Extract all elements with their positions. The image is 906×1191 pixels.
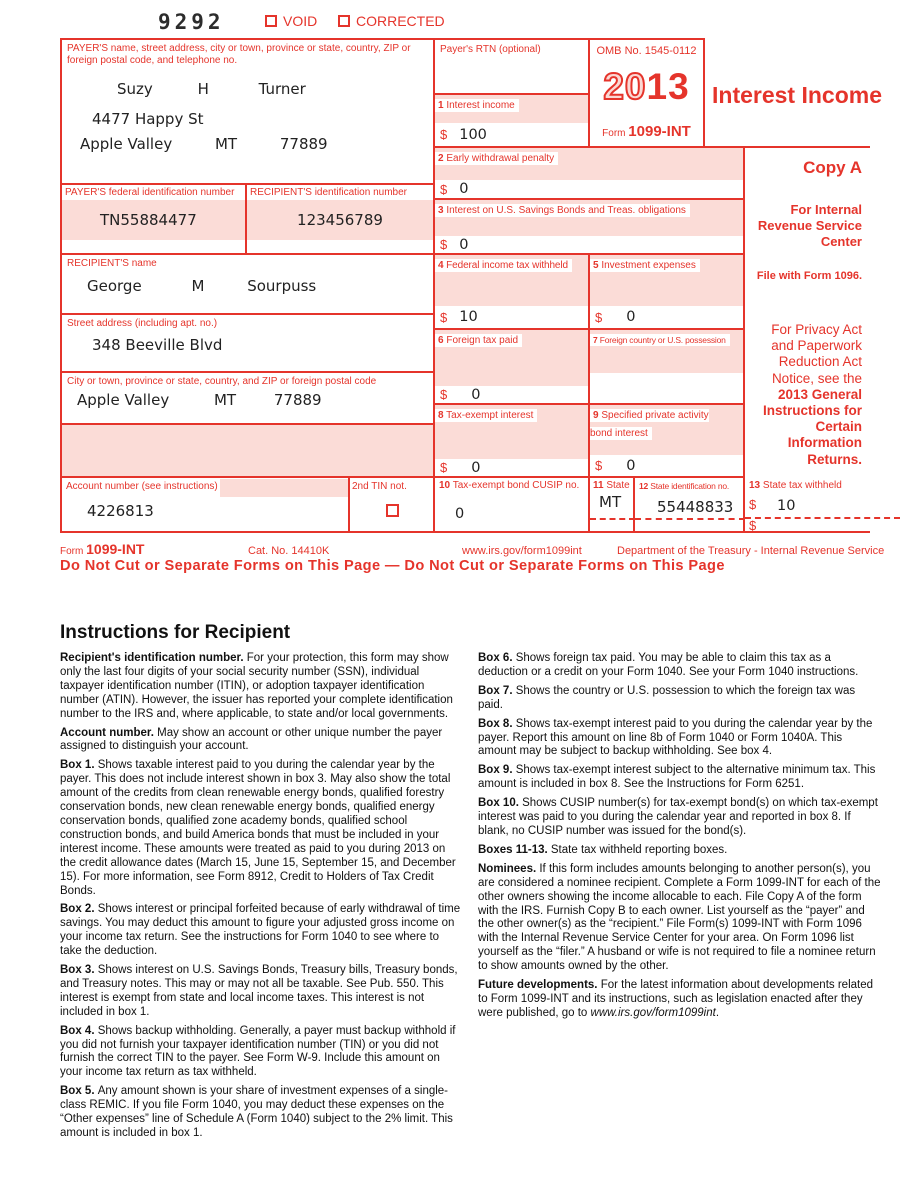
state-id-divider-dash	[635, 518, 745, 520]
payer-federal-id-label: PAYER'S federal identification number	[65, 187, 235, 198]
instruction-paragraph: Box 8. Shows tax-exempt interest paid to you during the calendar year by the payer. Report this amount on line 8b of Form 1040 or Form 1040A. This amount may be subject to backup withholding. See box 4.	[478, 717, 873, 758]
corrected-checkbox-group	[338, 13, 445, 29]
dollar-sign: $	[440, 309, 448, 325]
box1-value[interactable]: 100	[459, 126, 487, 143]
corrected-checkbox[interactable]	[338, 15, 350, 27]
corrected-label: CORRECTED	[356, 13, 445, 29]
recipient-name-label: RECIPIENT'S name	[67, 258, 157, 269]
state-tax-divider-dash	[745, 517, 900, 519]
box13-value[interactable]: 10	[777, 498, 796, 514]
dollar-sign: $	[595, 458, 603, 473]
recipient-street-label: Street address (including apt. no.)	[67, 318, 218, 329]
box2-value[interactable]: 0	[459, 181, 469, 197]
box7-value-area[interactable]	[590, 373, 743, 403]
account-number-box	[60, 478, 350, 533]
form-code: 9292	[158, 10, 225, 34]
void-checkbox[interactable]	[265, 15, 277, 27]
dollar-sign: $	[440, 127, 448, 142]
file-with-label: File with Form 1096.	[756, 270, 862, 282]
instruction-paragraph: Box 3. Shows interest on U.S. Savings Bonds, Treasury bills, Treasury bonds, and Treasury notes. This may or may not all be taxable. See Pub. 550. This interest is exempt from state and local income taxes. This interest is not included in box 1.	[60, 964, 458, 1018]
footer-irs-url: www.irs.gov/form1099int	[462, 545, 582, 557]
tax-year: 2013	[603, 66, 690, 107]
recipient-city-label: City or town, province or state, country, and ZIP or foreign postal code	[67, 376, 377, 387]
recipient-id-label: RECIPIENT'S identification number	[250, 187, 407, 198]
box3-value[interactable]: 0	[459, 236, 469, 253]
box11-value[interactable]: MT	[599, 493, 622, 511]
account-shaded-strip	[220, 479, 348, 497]
instruction-paragraph: Box 7. Shows the country or U.S. possession to which the foreign tax was paid.	[478, 684, 856, 711]
payer-federal-id-value[interactable]: TN55884477	[100, 211, 197, 229]
instruction-paragraph: Boxes 11-13. State tax withheld reporting boxes.	[478, 843, 728, 856]
void-checkbox-group	[265, 13, 317, 29]
blank-shaded-box	[60, 425, 435, 478]
state-divider-dash	[590, 518, 635, 520]
instruction-paragraph: Box 4. Shows backup withholding. Generally, a payer must backup withhold if you did not furnish your taxpayer identification number (TIN) or you did not furnish the correct TIN to the payer. See Form W-9. Include this amount on your income tax return as tax withheld.	[60, 1024, 456, 1079]
instruction-paragraph: Box 10. Shows CUSIP number(s) for tax-exempt bond(s) on which tax-exempt interest was paid to you during the calendar year and reported in box 8. If blank, no CUSIP number was issued for the bond(s).	[478, 797, 878, 837]
recipient-street-value[interactable]: 348 Beeville Blvd	[92, 336, 223, 354]
copy-a-label: Copy A	[803, 158, 862, 177]
payer-rtn-box	[435, 38, 590, 95]
dollar-sign: $	[440, 460, 448, 475]
irs-center-label: For Internal Revenue Service Center	[757, 202, 862, 249]
box9-value[interactable]: 0	[626, 457, 636, 474]
box5-investment-expenses: 5 Investment expenses $ 0	[590, 255, 745, 330]
dollar-sign: $	[595, 309, 603, 325]
payer-label: PAYER'S name, street address, city or town, province or state, country, ZIP or foreign postal code, and telephone no.	[67, 43, 411, 66]
recipient-id-value[interactable]: 123456789	[297, 211, 383, 229]
box1-interest-income: 1 Interest income $ 100	[435, 95, 590, 148]
dollar-sign: $	[749, 497, 757, 512]
void-label: VOID	[283, 13, 318, 29]
footer-treasury-label: Department of the Treasury - Internal Revenue Service	[617, 545, 885, 557]
recipient-name-box	[60, 255, 435, 315]
form-title-box	[705, 38, 882, 148]
second-tin-label: 2nd TIN not.	[352, 481, 407, 492]
payer-rtn-label: Payer's RTN (optional)	[440, 44, 541, 55]
footer-form-number: Form 1099-INT	[60, 541, 145, 557]
account-number-value[interactable]: 4226813	[87, 502, 154, 520]
box3-interest-us-savings-bonds: 3 Interest on U.S. Savings Bonds and Treas. obligations $ 0	[435, 200, 745, 255]
box13-state-tax-withheld: 13 State tax withheld $ 10 $	[745, 478, 870, 533]
dollar-sign: $	[440, 237, 448, 252]
copy-a-column	[745, 148, 870, 478]
form-number-label: Form 1099-INT	[602, 123, 691, 140]
box11-state: 11 State MT	[590, 478, 635, 533]
recipient-city-value[interactable]: Apple Valley MT 77889	[77, 391, 322, 409]
form-title: Interest Income	[712, 82, 882, 108]
recipient-street-box	[60, 315, 435, 373]
recipient-name-value[interactable]: George M Sourpuss	[87, 277, 317, 295]
instruction-paragraph: Box 2. Shows interest or principal forfeited because of early withdrawal of time savings. You may deduct this amount to figure your adjusted gross income on your income tax return. See the instructions for Form 1040 to see where to take the deduction.	[60, 903, 461, 958]
box4-value[interactable]: 10	[459, 309, 478, 325]
footer-catalog-number: Cat. No. 14410K	[248, 545, 330, 557]
box8-tax-exempt-interest: 8 Tax-exempt interest $ 0	[435, 405, 590, 478]
payer-info-box	[60, 38, 435, 185]
omb-year-box	[590, 38, 705, 148]
privacy-act-notice: For Privacy Act and Paperwork Reduction Act Notice, see the 2013 General Instructions for Certain Information Returns.	[762, 322, 862, 467]
account-number-label: Account number (see instructions)	[66, 481, 218, 492]
box12-state-identification-no: 12 State identification no. 55448833	[635, 478, 745, 533]
dollar-sign: $	[749, 518, 757, 533]
dollar-sign: $	[440, 181, 448, 197]
recipient-id-box	[247, 185, 435, 255]
do-not-cut-warning: Do Not Cut or Separate Forms on This Page — Do Not Cut or Separate Forms on This Page	[60, 558, 725, 574]
instruction-paragraph: Future developments. For the latest information about developments related to Form 1099-INT and its instructions, such as legislation enacted after they were published, go to www.irs.gov/form1099int.	[478, 979, 874, 1019]
box10-tax-exempt-bond-cusip: 10 Tax-exempt bond CUSIP no. 0	[435, 478, 590, 533]
box10-value[interactable]: 0	[455, 506, 465, 522]
instructions-column-left	[60, 652, 462, 1146]
instruction-paragraph: Nominees. If this form includes amounts belonging to another person(s), you are considered a nominee recipient. Complete a Form 1099-INT for each of the other owners showing the income allocable to each. File Copy A of the form with the IRS. Furnish Copy B to each owner. List yourself as the “payer” and the other owner(s) as the “recipient.” File Form(s) 1099-INT with Form 1096 with the Internal Revenue Service Center for your area. On Form 1096 list yourself as the “filer.” A husband or wife is not required to file a nominee return to show amounts owned by the other.	[478, 862, 881, 973]
box7-foreign-country: 7 Foreign country or U.S. possession	[590, 330, 745, 405]
box5-value[interactable]: 0	[626, 309, 636, 325]
instructions-column-right	[478, 652, 882, 1026]
box12-value[interactable]: 55448833	[657, 498, 734, 516]
instruction-paragraph: Recipient's identification number. For your protection, this form may show only the last four digits of your social security number (SSN), individual taxpayer identification number (ITIN), or adoption taxpayer identification number (ATIN). However, the issuer has reported your complete identification number to the IRS and, where applicable, to state and/or local governments.	[60, 652, 453, 720]
omb-number: OMB No. 1545-0112	[596, 45, 697, 57]
second-tin-box	[350, 478, 435, 533]
dollar-sign: $	[440, 387, 448, 402]
instruction-paragraph: Account number. May show an account or other unique number the payer assigned to distinguish your account.	[60, 726, 443, 753]
box2-early-withdrawal-penalty: 2 Early withdrawal penalty $ 0	[435, 148, 745, 200]
instruction-paragraph: Box 1. Shows taxable interest paid to you during the calendar year by the payer. This does not include interest shown in box 3. May also show the total amount of the credits from clean renewable energy bonds, qualified forestry conservation bonds, new clean renewable energy bonds, qualified energy conservation bonds, qualified zone academy bonds, qualified school construction bonds, and build America bonds that must be included in your interest income. These amounts were treated as paid to you during 2013 on the credit allowance dates (March 15, June 15, September 15, and December 15). For more information, see Form 8912, Credit to Holders of Tax Credit Bonds.	[60, 759, 456, 897]
payer-city-value[interactable]: Apple Valley MT 77889	[80, 135, 328, 153]
recipient-city-box	[60, 373, 435, 425]
box6-value[interactable]: 0	[471, 386, 481, 403]
instruction-paragraph: Box 9. Shows tax-exempt interest subject to the alternative minimum tax. This amount is included in box 8. See the Instructions for Form 6251.	[478, 764, 876, 791]
box9-specified-private-activity-bond-interest: 9 Specified private activity bond interest $ 0	[590, 405, 745, 478]
instruction-paragraph: Box 6. Shows foreign tax paid. You may be able to claim this tax as a deduction or a credit on your Form 1040. See your Form 1040 instructions.	[478, 652, 859, 678]
second-tin-checkbox[interactable]	[386, 504, 399, 517]
payer-name-value[interactable]: Suzy H Turner	[117, 80, 306, 98]
box8-value[interactable]: 0	[471, 459, 481, 476]
box4-federal-income-tax-withheld: 4 Federal income tax withheld $ 10	[435, 255, 590, 330]
payer-federal-id-box	[60, 185, 247, 255]
payer-street-value[interactable]: 4477 Happy St	[92, 110, 204, 128]
box6-foreign-tax-paid: 6 Foreign tax paid $ 0	[435, 330, 590, 405]
instruction-paragraph: Box 5. Any amount shown is your share of investment expenses of a single-class REMIC. If you file Form 1040, you may deduct these expenses on the “Other expenses” line of Schedule A (Form 1040) subject to the 2% limit. This amount is included in box 1.	[60, 1085, 453, 1139]
instructions-title: Instructions for Recipient	[60, 622, 291, 643]
